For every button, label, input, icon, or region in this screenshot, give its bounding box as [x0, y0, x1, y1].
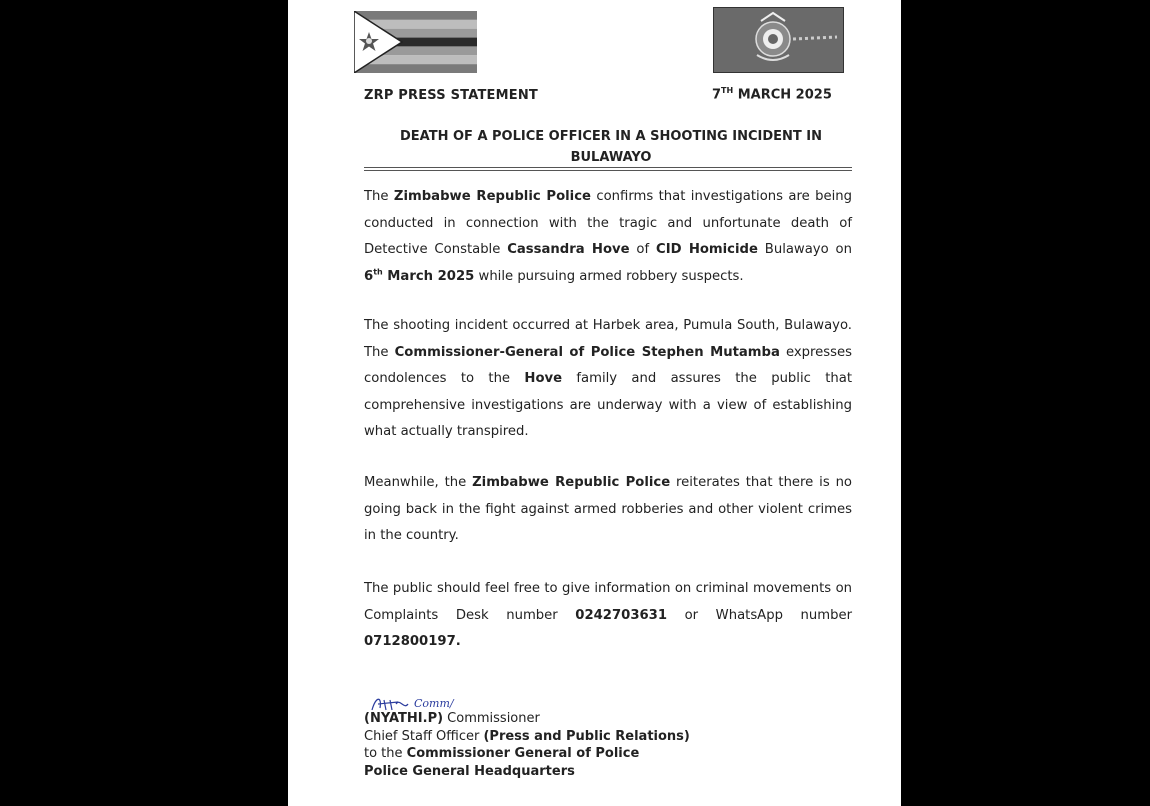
- signature-block: (NYATHI.P) Commissioner Chief Staff Officer (Press and Public Relations) to the Commissioner General of Police Police General Headquarters: [364, 711, 690, 779]
- paragraph-contact: The public should feel free to give information on criminal movements on Complaints Desk number 0242703631 or WhatsApp number 0712800197.: [364, 581, 852, 649]
- press-statement-page: [288, 0, 901, 806]
- signature-annotation: Comm/: [414, 697, 454, 710]
- divider-line: [364, 167, 852, 168]
- statement-date: 7TH MARCH 2025: [712, 86, 832, 103]
- paragraph-incident: The shooting incident occurred at Harbek area, Pumula South, Bulawayo. The Commissioner-General of Police Stephen Mutamba expresses condolences to the Hove family and assures the public that comprehensive investigations are underway with a view of establishing what actually transpired.: [364, 318, 853, 439]
- zimbabwe-flag-icon: [354, 11, 477, 73]
- signatory-name: (NYATHI.P): [364, 711, 444, 726]
- press-statement-label: ZRP PRESS STATEMENT: [364, 88, 538, 103]
- divider-line: [364, 170, 852, 171]
- paragraph-confirmation: The Zimbabwe Republic Police confirms that investigations are being conducted in connection with the tragic and unfortunate death of Detective Constable Cassandra Hove of CID Homicide Bulawayo on 6th March 2025 while pursuing armed robbery suspects.: [364, 189, 852, 284]
- paragraph-meanwhile: Meanwhile, the Zimbabwe Republic Police reiterates that there is no going back in the fight against armed robberies and other violent crimes in the country.: [364, 475, 852, 543]
- zrp-emblem-icon: [713, 7, 844, 73]
- statement-title: DEATH OF A POLICE OFFICER IN A SHOOTING INCIDENT IN BULAWAYO: [399, 129, 822, 165]
